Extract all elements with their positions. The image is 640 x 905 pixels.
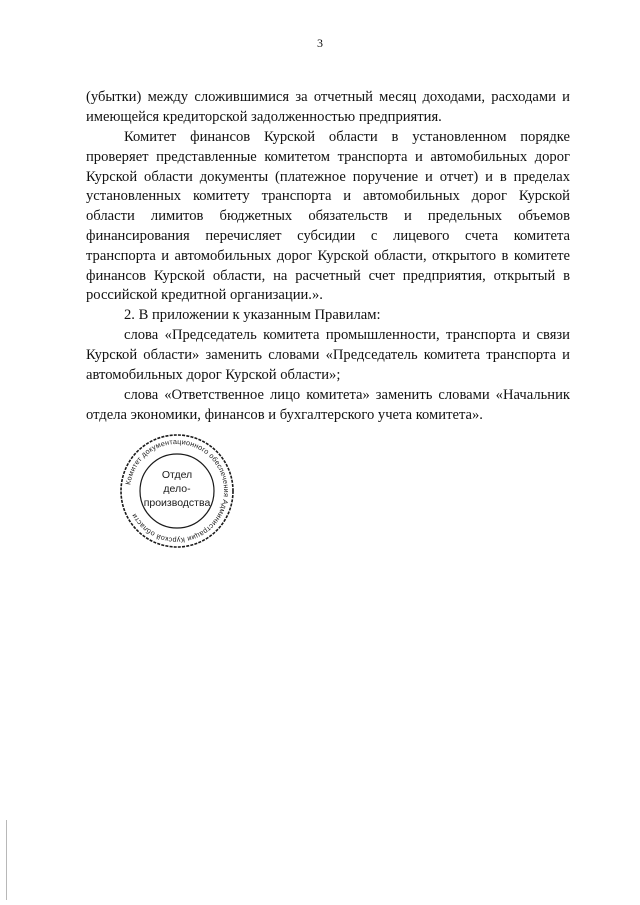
stamp-center-line-3: производства	[143, 497, 211, 509]
paragraph-continuation: (убытки) между сложившимися за отчетный месяц доходами, расходами и имеющейся кредиторской задолженностью предприятия.	[86, 89, 570, 125]
office-stamp	[118, 432, 236, 550]
paragraph-item-2: 2. В приложении к указанным Правилам:	[124, 307, 381, 323]
page-number: 3	[317, 36, 323, 50]
paragraph-chairman-replacement: слова «Председатель комитета промышленности, транспорта и связи Курской области» заменить словами «Председатель комитета транспорта и автомобильных дорог Курской области»;	[86, 327, 570, 383]
stamp-center-line-1: Отдел	[161, 469, 193, 481]
stamp-ring-text: Комитет документационного обеспечения Администрации Курской области	[123, 436, 232, 546]
stamp-center-line-2: дело-	[163, 483, 191, 495]
paragraph-finance-committee: Комитет финансов Курской области в установленном порядке проверяет представленные комитетом транспорта и автомобильных дорог Курской области документы (платежное поручение и отчет) и в пределах установленных комитету транспорта и автомобильных дорог Курской области лимитов бюджетных обязательств и предельных объемов финансирования перечисляет субсидии с лицевого счета комитета транспорта и автомобильных дорог Курской области, открытого в комитете финансов Курской области, на расчетный счет предприятия, открытый в российской кредитной организации.».	[86, 129, 570, 304]
scan-margin-line	[6, 820, 7, 900]
paragraph-responsible-person-replacement: слова «Ответственное лицо комитета» заменить словами «Начальник отдела экономики, финансов и бухгалтерского учета комитета».	[86, 387, 570, 423]
